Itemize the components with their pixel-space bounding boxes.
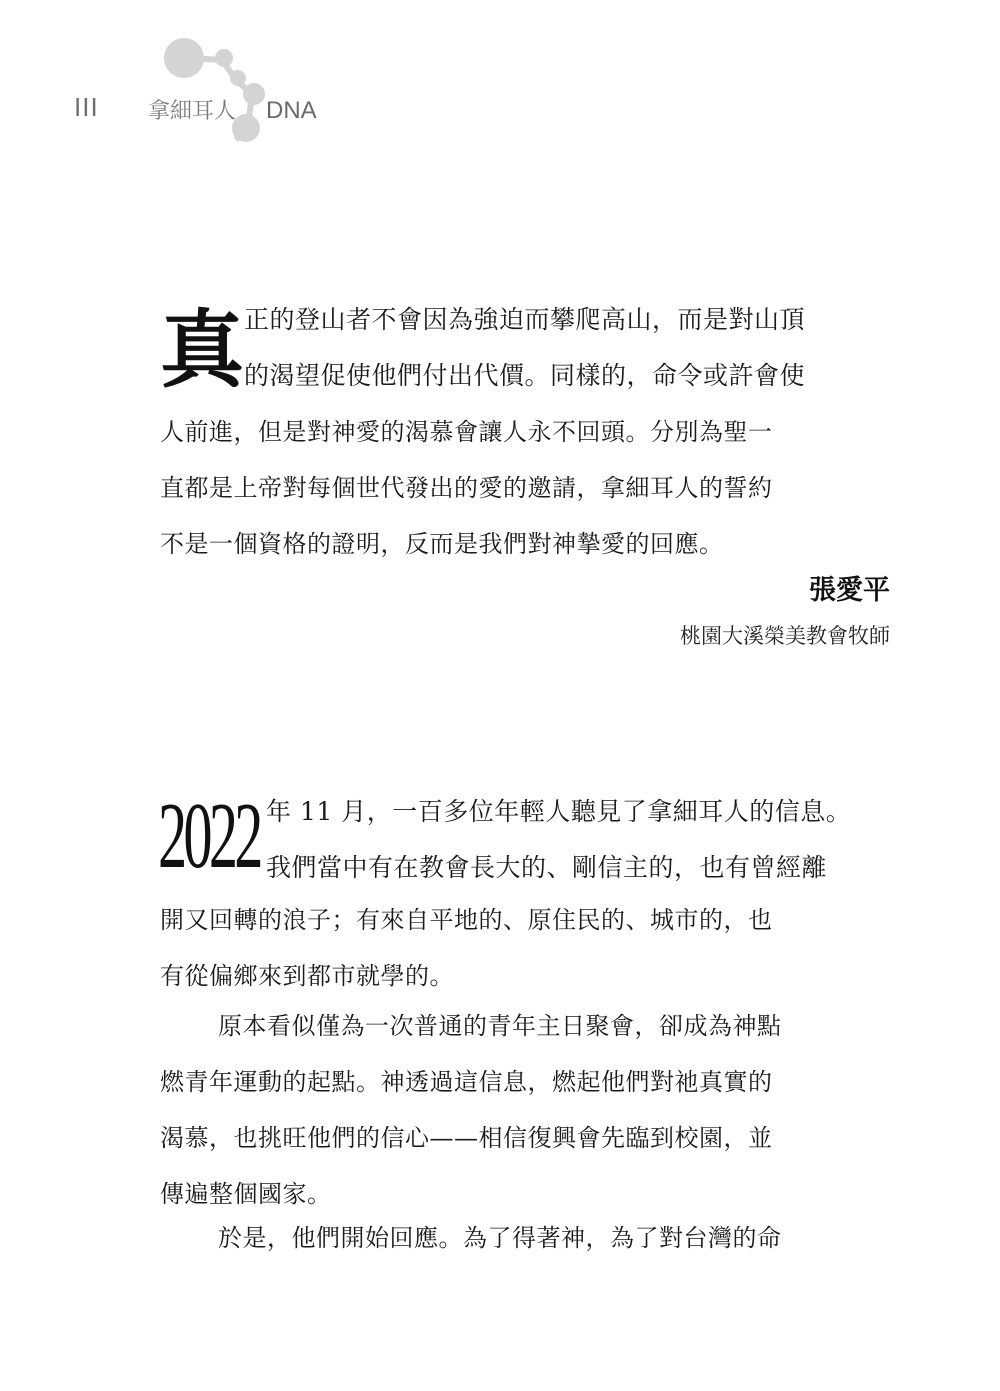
drop-cap-zhen: 真 [160,300,245,399]
page-number: III [74,92,99,122]
endorsement-lines-rest [160,404,890,572]
endorsement-lines-top [244,292,890,404]
endorsement-line: 不是一個資格的證明，反而是我們對神摯愛的回應。 [160,530,724,558]
story-line: 於是，他們開始回應。為了得著神，為了對台灣的命 [218,1224,782,1252]
story-line: 有從偏鄉來到都市就學的。 [160,962,454,990]
story-line: 開又回轉的浪子；有來自平地的、原住民的、城市的，也 [160,906,773,934]
running-title-text: 拿細耳人 [148,99,237,124]
page-header [0,0,1000,170]
story-line: 年 11 月，一百多位年輕人聽見了拿細耳人的信息。 [266,797,852,826]
endorsement-line: 直都是上帝對每個世代發出的愛的邀請，拿細耳人的誓約 [160,474,773,502]
story-line: 燃青年運動的起點。神透過這信息，燃起他們對祂真實的 [160,1068,773,1096]
story-paragraph-3 [160,1210,890,1266]
story-paragraph-1-rest [160,892,890,1004]
endorsement-line: 人前進，但是對神愛的渴慕會讓人永不回頭。分別為聖一 [160,418,773,446]
story-line: 渴慕，也挑旺他們的信心——相信復興會先臨到校園，並 [160,1124,773,1152]
story-line: 我們當中有在教會長大的、剛信主的，也有曾經離 [266,853,828,882]
story-paragraph-1-top [266,784,890,896]
endorser-name: 張愛平 [809,575,890,606]
running-title [148,94,317,125]
story-paragraph-2 [160,998,890,1222]
endorsement-line: 正的登山者不會因為強迫而攀爬高山，而是對山頂 [244,305,806,334]
story-line: 傳遍整個國家。 [160,1180,332,1208]
story-line: 原本看似僅為一次普通的青年主日聚會，卻成為神點 [218,1012,782,1040]
endorsement-line: 的渴望促使他們付出代價。同樣的，命令或許會使 [244,361,806,390]
drop-cap-year: 2022 [158,784,260,888]
running-title-suffix: DNA [266,97,317,124]
endorser-title: 桃園大溪榮美教會牧師 [680,624,890,648]
